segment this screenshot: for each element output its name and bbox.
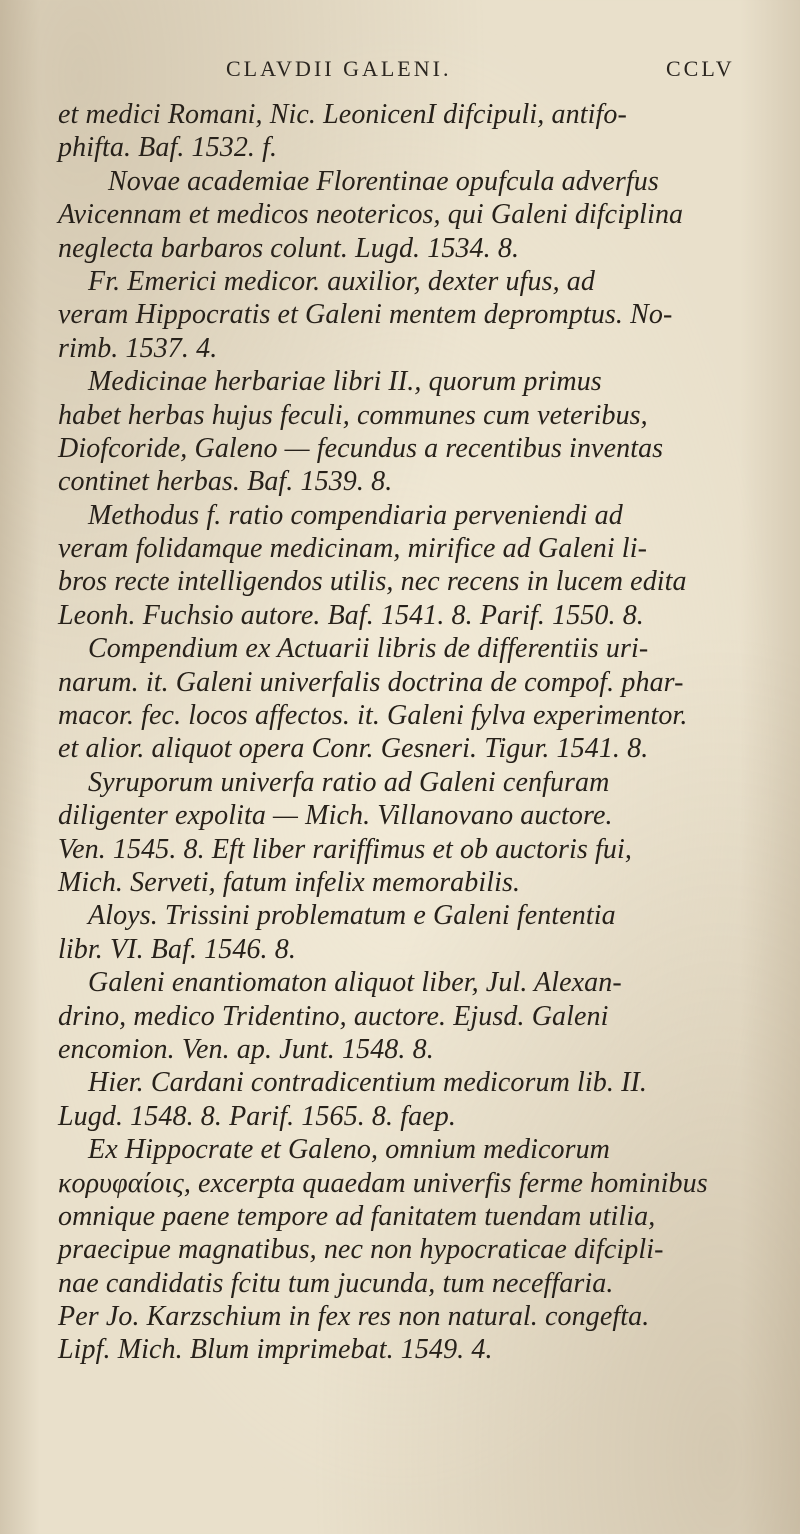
text-line: κορυφαίοις, excerpta quaedam univerfis ferme hominibus (58, 1167, 708, 1199)
text-line: Hier. Cardani contradicentium medicorum lib. II. (88, 1067, 648, 1099)
text-line: et medici Romani, Nic. LeonicenI difcipuli, antifo- (58, 99, 627, 130)
text-line: Ex Hippocrate et Galeno, omnium medicorum (88, 1134, 610, 1166)
text-line: nae candidatis fcitu tum jucunda, tum neceffaria. (58, 1267, 614, 1299)
text-line: praecipue magnatibus, nec non hypocraticae difcipli- (58, 1234, 664, 1266)
text-line: Mich. Serveti, fatum infelix memorabilis. (58, 866, 521, 898)
text-line: drino, medico Tridentino, auctore. Ejusd. Galeni (58, 1000, 609, 1032)
text-line: Leonh. Fuchsio autore. Baf. 1541. 8. Parif. 1550. 8. (58, 599, 644, 631)
text-line: Compendium ex Actuarii libris de differentiis uri- (88, 633, 649, 665)
text-line: Syruporum univerfa ratio ad Galeni cenfuram (88, 766, 610, 798)
page-edge-shadow-left (0, 0, 40, 1534)
text-line: phifta. Baf. 1532. f. (58, 132, 278, 164)
text-line: Fr. Emerici medicor. auxilior, dexter ufus, ad (88, 265, 595, 297)
text-line: habet herbas hujus feculi, communes cum veteribus, (58, 399, 648, 431)
text-line: continet herbas. Baf. 1539. 8. (58, 466, 393, 498)
text-line: veram Hippocratis et Galeni mentem depromptus. No- (58, 299, 673, 331)
text-line: narum. it. Galeni univerfalis doctrina de compof. phar- (58, 666, 684, 698)
text-line: Methodus f. ratio compendiaria perveniendi ad (88, 499, 623, 531)
text-line: Novae academiae Florentinae opufcula adverfus (108, 165, 659, 197)
text-line: et alior. aliquot opera Conr. Gesneri. Tigur. 1541. 8. (58, 733, 649, 765)
text-line: libr. VI. Baf. 1546. 8. (58, 933, 296, 965)
text-line: bros recte intelligendos utilis, nec recens in lucem edita (58, 566, 687, 598)
text-line: rimb. 1537. 4. (58, 332, 218, 364)
text-line: omnique paene tempore ad fanitatem tuendam utilia, (58, 1200, 656, 1232)
text-line: Aloys. Trissini problematum e Galeni fententia (88, 900, 616, 932)
text-line: veram folidamque medicinam, mirifice ad Galeni li- (58, 533, 647, 565)
bibliography-text (58, 98, 758, 1367)
text-line: encomion. Ven. ap. Junt. 1548. 8. (58, 1033, 434, 1065)
text-line: Ven. 1545. 8. Eft liber rariffimus et ob auctoris fui, (58, 833, 632, 865)
text-line: Lipf. Mich. Blum imprimebat. 1549. 4. (58, 1334, 493, 1366)
text-line: Lugd. 1548. 8. Parif. 1565. 8. faep. (58, 1100, 456, 1132)
text-line: diligenter expolita — Mich. Villanovano auctore. (58, 800, 613, 832)
text-line: Avicennam et medicos neotericos, qui Galeni difciplina (58, 199, 684, 231)
page-number: CCLV (666, 56, 735, 81)
text-line: macor. fec. locos affectos. it. Galeni fylva experimentor. (58, 700, 688, 732)
text-line: Diofcoride, Galeno — fecundus a recentibus inventas (58, 432, 664, 464)
running-head (226, 56, 800, 82)
text-line: Medicinae herbariae libri II., quorum primus (88, 366, 602, 398)
text-line: neglecta barbaros colunt. Lugd. 1534. 8. (58, 232, 520, 264)
running-head-title: CLAVDII GALENI. (226, 56, 452, 81)
text-line: Galeni enantiomaton aliquot liber, Jul. Alexan- (88, 967, 622, 999)
text-line: Per Jo. Karzschium in fex res non natural. congefta. (58, 1301, 650, 1333)
